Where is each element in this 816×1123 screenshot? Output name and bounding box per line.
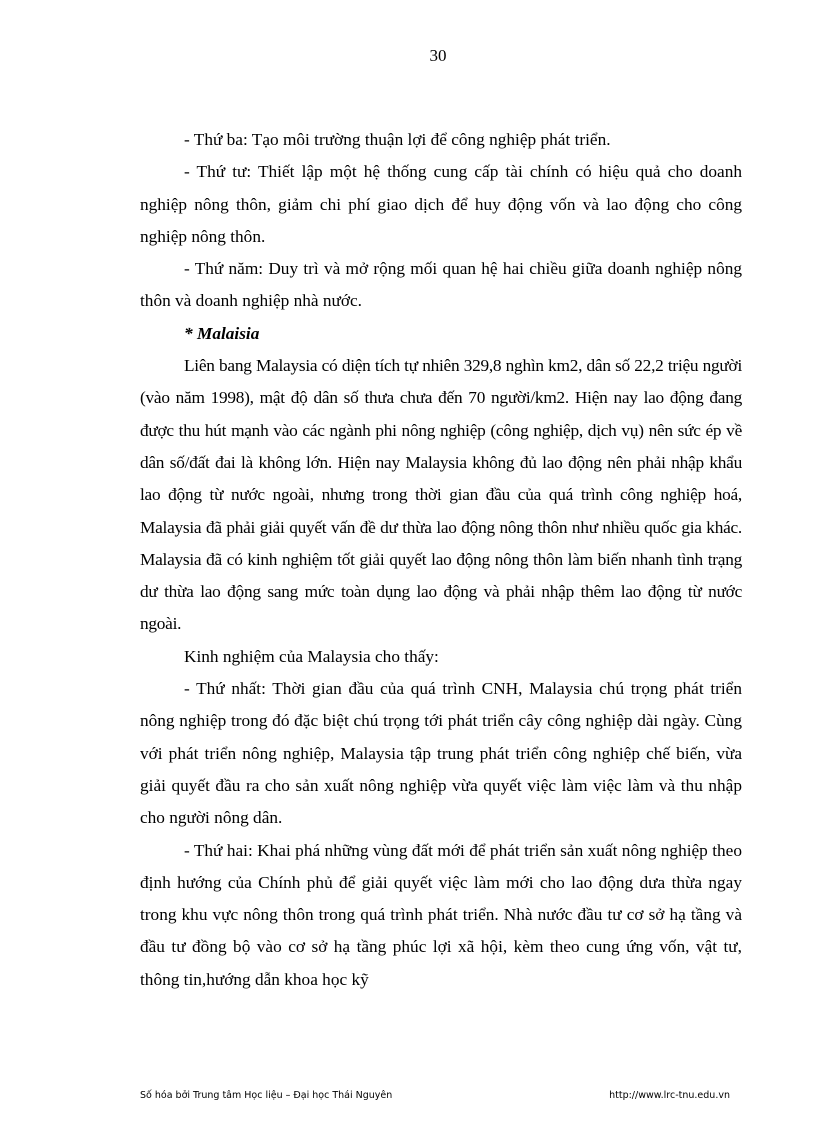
paragraph-thu-nam: - Thứ năm: Duy trì và mở rộng mối quan hệ hai chiều giữa doanh nghiệp nông thôn và doanh nghiệp nhà nước. [140,259,742,311]
paragraph-malaysia-overview: Liên bang Malaysia có diện tích tự nhiên 329,8 nghìn km2, dân số 22,2 triệu người (vào năm 1998), mật độ dân số thưa chưa đến 70 người/km2. Hiện nay lao động đang được thu hút mạnh vào các ngành phi nông nghiệp (công nghiệp, dịch vụ) nên sức ép về dân số/đất đai là không lớn. Hiện nay Malaysia không đủ lao động nên phải nhập khẩu lao động từ nước ngoài, nhưng trong thời gian đầu của quá trình công nghiệp hoá, Malaysia đã phải giải quyết vấn đề dư thừa lao động nông thôn như nhiều quốc gia khác. Malaysia đã có kinh nghiệm tốt giải quyết lao động nông thôn làm biến nhanh tình trạng dư thừa lao động sang mức toàn dụng lao động và phải nhập thêm lao động từ nước ngoài. [140,356,742,634]
section-heading-malaisia: * Malaisia [184,323,260,343]
paragraph-thu-ba: - Thứ ba: Tạo môi trường thuận lợi để công nghiệp phát triển. [184,130,611,149]
paragraph-kinh-nghiem-intro: Kinh nghiệm của Malaysia cho thấy: [184,646,439,666]
page-number: 30 [429,46,447,65]
page-footer [140,1090,730,1106]
body-text [140,124,742,996]
paragraph-thu-nhat: - Thứ nhất: Thời gian đầu của quá trình CNH, Malaysia chú trọng phát triển nông nghiệp trong đó đặc biệt chú trọng tới phát triển cây công nghiệp dài ngày. Cùng với phát triển nông nghiệp, Malaysia tập trung phát triển công nghiệp chế biến, vừa giải quyết đầu ra cho sản xuất nông nghiệp vừa quyết việc làm việc làm và thu nhập cho người nông dân. [140,679,742,828]
footer-source: Số hóa bởi Trung tâm Học liệu – Đại học Thái Nguyên [140,1090,393,1101]
footer-url[interactable]: http://www.lrc-tnu.edu.vn [609,1090,730,1101]
paragraph-thu-hai: - Thứ hai: Khai phá những vùng đất mới để phát triển sản xuất nông nghiệp theo định hướng của Chính phủ để giải quyết việc làm mới cho lao động dưa thừa ngay trong khu vực nông thôn trong quá trình phát triển. Nhà nước đầu tư cơ sở hạ tầng và đầu tư đồng bộ vào cơ sở hạ tầng phúc lợi xã hội, kèm theo cung ứng vốn, vật tư, thông tin,hướng dẫn khoa học kỹ [140,840,742,989]
paragraph-thu-tu: - Thứ tư: Thiết lập một hệ thống cung cấp tài chính có hiệu quả cho doanh nghiệp nông thôn, giảm chi phí giao dịch để huy động vốn và lao động cho công nghiệp nông thôn. [140,162,742,246]
